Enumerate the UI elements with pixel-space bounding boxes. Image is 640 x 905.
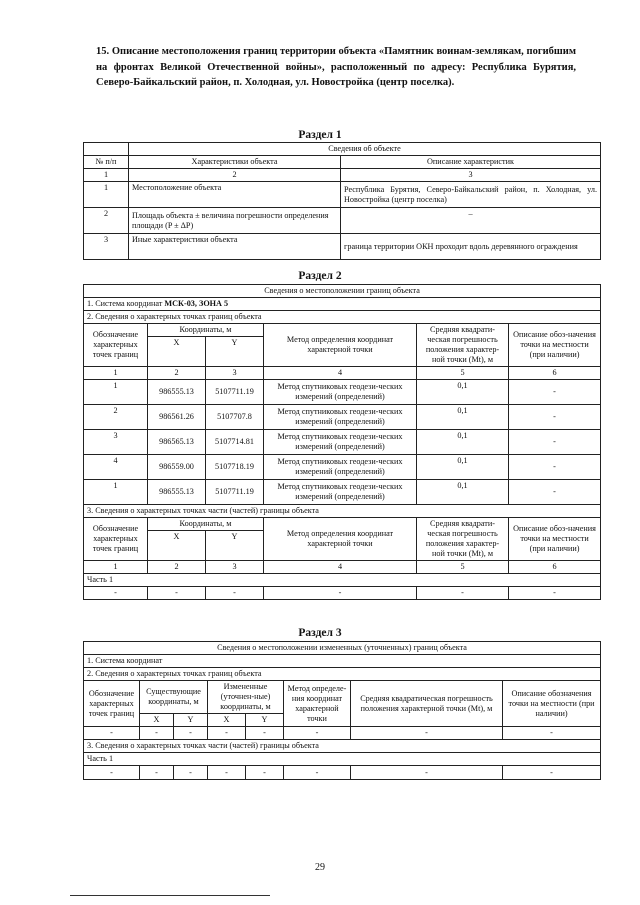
section-2-title: Раздел 2 [298, 270, 342, 282]
part-cell: - [264, 587, 417, 600]
header-accuracy: Средняя квадратическая погрешность положения характерной точки (Mt), м [351, 681, 503, 727]
table-row [84, 430, 601, 455]
point-description: - [509, 480, 601, 505]
point-y: 5107707.8 [206, 405, 264, 430]
point-method: Метод спутниковых геодези-ческих измерений (определений) [264, 480, 417, 505]
column-number: 1 [84, 561, 148, 574]
point-accuracy: 0,1 [417, 405, 509, 430]
section-2-caption: Сведения о местоположении границ объекта [84, 285, 601, 298]
points-caption: 2. Сведения о характерных точках границ объекта [84, 668, 601, 681]
section-3-title: Раздел 3 [298, 627, 342, 639]
parts-caption: 3. Сведения о характерных точках части (частей) границы объекта [84, 505, 601, 518]
coordinate-system [84, 298, 601, 311]
point-description: - [509, 380, 601, 405]
part-cell: - [174, 766, 208, 780]
coordinate-system-label: 1. Система координат [87, 299, 165, 308]
point-x: 986565.13 [148, 430, 206, 455]
page-number: 29 [315, 862, 325, 873]
header-designation: Обозначение характерных точек границ [84, 518, 148, 561]
point-y: 5107711.19 [206, 380, 264, 405]
column-number: 2 [148, 367, 206, 380]
point-method: Метод спутниковых геодези-ческих измерений (определений) [264, 430, 417, 455]
row-description: – [341, 208, 601, 234]
point-x: 986555.13 [148, 380, 206, 405]
row-number: 3 [84, 234, 129, 260]
point-method: Метод спутниковых геодези-ческих измерений (определений) [264, 380, 417, 405]
point-x: 986561.26 [148, 405, 206, 430]
point-method: Метод спутниковых геодези-ческих измерений (определений) [264, 405, 417, 430]
points-caption: 2. Сведения о характерных точках границ объекта [84, 311, 601, 324]
coordinate-system-value: МСК-03, ЗОНА 5 [164, 299, 229, 308]
table-row [84, 405, 601, 430]
row-cell: - [208, 727, 246, 740]
point-y: 5107711.19 [206, 480, 264, 505]
header-y: Y [174, 714, 208, 727]
table-row [84, 455, 601, 480]
header-y: Y [206, 531, 264, 561]
table-row [84, 727, 601, 740]
header-method: Метод определе-ния координат характерной точки [284, 681, 351, 727]
header-accuracy: Средняя квадрати-ческая погрешность положения характер-ной точки (Mt), м [417, 324, 509, 367]
part-cell: - [140, 766, 174, 780]
part-cell: - [84, 766, 140, 780]
row-cell: - [351, 727, 503, 740]
header-point-description: Описание обоз-начения точки на местности (при наличии) [509, 518, 601, 561]
header-x: X [148, 531, 206, 561]
table-row [84, 480, 601, 505]
row-cell: - [84, 727, 140, 740]
row-number: 1 [84, 182, 129, 208]
row-characteristic: Иные характеристики объекта [129, 234, 341, 260]
row-description: граница территории ОКН проходит вдоль деревянного ограждения [341, 234, 601, 260]
table-row [84, 208, 601, 234]
header-designation: Обозначение характерных точек границ [84, 681, 140, 727]
point-x: 986555.13 [148, 480, 206, 505]
header-characteristic: Характеристики объекта [129, 156, 341, 169]
part-cell: - [84, 587, 148, 600]
header-x: X [148, 337, 206, 367]
header-designation: Обозначение характерных точек границ [84, 324, 148, 367]
section-1-caption: Сведения об объекте [129, 143, 601, 156]
header-y: Y [246, 714, 284, 727]
row-number: 2 [84, 208, 129, 234]
point-id: 1 [84, 380, 148, 405]
point-id: 2 [84, 405, 148, 430]
row-cell: - [174, 727, 208, 740]
header-point-description: Описание обоз-начения точки на местности (при наличии) [509, 324, 601, 367]
header-x: X [208, 714, 246, 727]
column-number: 3 [341, 169, 601, 182]
point-method: Метод спутниковых геодези-ческих измерений (определений) [264, 455, 417, 480]
document-heading: 15. Описание местоположения границ территории объекта «Памятник воинам-землякам, погибшим на фронтах Великой Отечественной войны», расположенный по адресу: Республика Бурятия, Северо-Байкальский район, п. Холодная, ул. Новостройка (центр поселка). [96, 46, 576, 88]
table-row [84, 380, 601, 405]
section-1-title: Раздел 1 [298, 129, 342, 141]
column-number: 1 [84, 367, 148, 380]
point-x: 986559.00 [148, 455, 206, 480]
table-row [84, 182, 601, 208]
column-number: 4 [264, 367, 417, 380]
section-3-table [83, 641, 601, 780]
part-cell: - [208, 766, 246, 780]
point-y: 5107718.19 [206, 455, 264, 480]
row-description: Республика Бурятия, Северо-Байкальский район, п. Холодная, ул. Новостройка (центр поселка) [341, 182, 601, 208]
column-number: 5 [417, 561, 509, 574]
header-coordinates: Координаты, м [148, 518, 264, 531]
parts-caption: 3. Сведения о характерных точках части (частей) границы объекта [84, 740, 601, 753]
part-cell: - [509, 587, 601, 600]
footer-rule [70, 895, 270, 896]
point-description: - [509, 405, 601, 430]
part-cell: - [503, 766, 601, 780]
row-cell: - [246, 727, 284, 740]
header-method: Метод определения координат характерной точки [264, 518, 417, 561]
point-description: - [509, 455, 601, 480]
point-y: 5107714.81 [206, 430, 264, 455]
row-cell: - [284, 727, 351, 740]
column-number: 2 [148, 561, 206, 574]
part-cell: - [206, 587, 264, 600]
row-characteristic: Местоположение объекта [129, 182, 341, 208]
point-id: 4 [84, 455, 148, 480]
point-accuracy: 0,1 [417, 430, 509, 455]
header-coordinates: Координаты, м [148, 324, 264, 337]
header-number: № п/п [84, 156, 129, 169]
part-cell: - [148, 587, 206, 600]
column-number: 6 [509, 367, 601, 380]
section-2-table [83, 284, 601, 600]
column-number: 5 [417, 367, 509, 380]
coordinate-system: 1. Система координат [84, 655, 601, 668]
header-y: Y [206, 337, 264, 367]
point-id: 3 [84, 430, 148, 455]
column-number: 6 [509, 561, 601, 574]
part-cell: - [351, 766, 503, 780]
column-number: 3 [206, 561, 264, 574]
header-x: X [140, 714, 174, 727]
row-characteristic: Площадь объекта ± величина погрешности определения площади (P ± ΔP) [129, 208, 341, 234]
part-cell: - [417, 587, 509, 600]
point-description: - [509, 430, 601, 455]
point-accuracy: 0,1 [417, 380, 509, 405]
column-number: 2 [129, 169, 341, 182]
point-accuracy: 0,1 [417, 480, 509, 505]
column-number: 3 [206, 367, 264, 380]
header-description: Описание характеристик [341, 156, 601, 169]
point-id: 1 [84, 480, 148, 505]
header-point-description: Описание обозначения точки на местности (при наличии) [503, 681, 601, 727]
section-1-table [83, 142, 601, 260]
column-number: 4 [264, 561, 417, 574]
part-label: Часть 1 [84, 574, 601, 587]
header-existing-coordinates: Существующие координаты, м [140, 681, 208, 714]
point-accuracy: 0,1 [417, 455, 509, 480]
row-cell: - [140, 727, 174, 740]
column-number: 1 [84, 169, 129, 182]
part-cell: - [284, 766, 351, 780]
table-row [84, 587, 601, 600]
part-cell: - [246, 766, 284, 780]
row-cell: - [503, 727, 601, 740]
section-3-caption: Сведения о местоположении измененных (уточненных) границ объекта [84, 642, 601, 655]
header-accuracy: Средняя квадрати-ческая погрешность положения характер-ной точки (Mt), м [417, 518, 509, 561]
table-row [84, 766, 601, 780]
header-changed-coordinates: Измененные (уточнен-ные) координаты, м [208, 681, 284, 714]
header-method: Метод определения координат характерной точки [264, 324, 417, 367]
table-row [84, 234, 601, 260]
part-label: Часть 1 [84, 753, 601, 766]
